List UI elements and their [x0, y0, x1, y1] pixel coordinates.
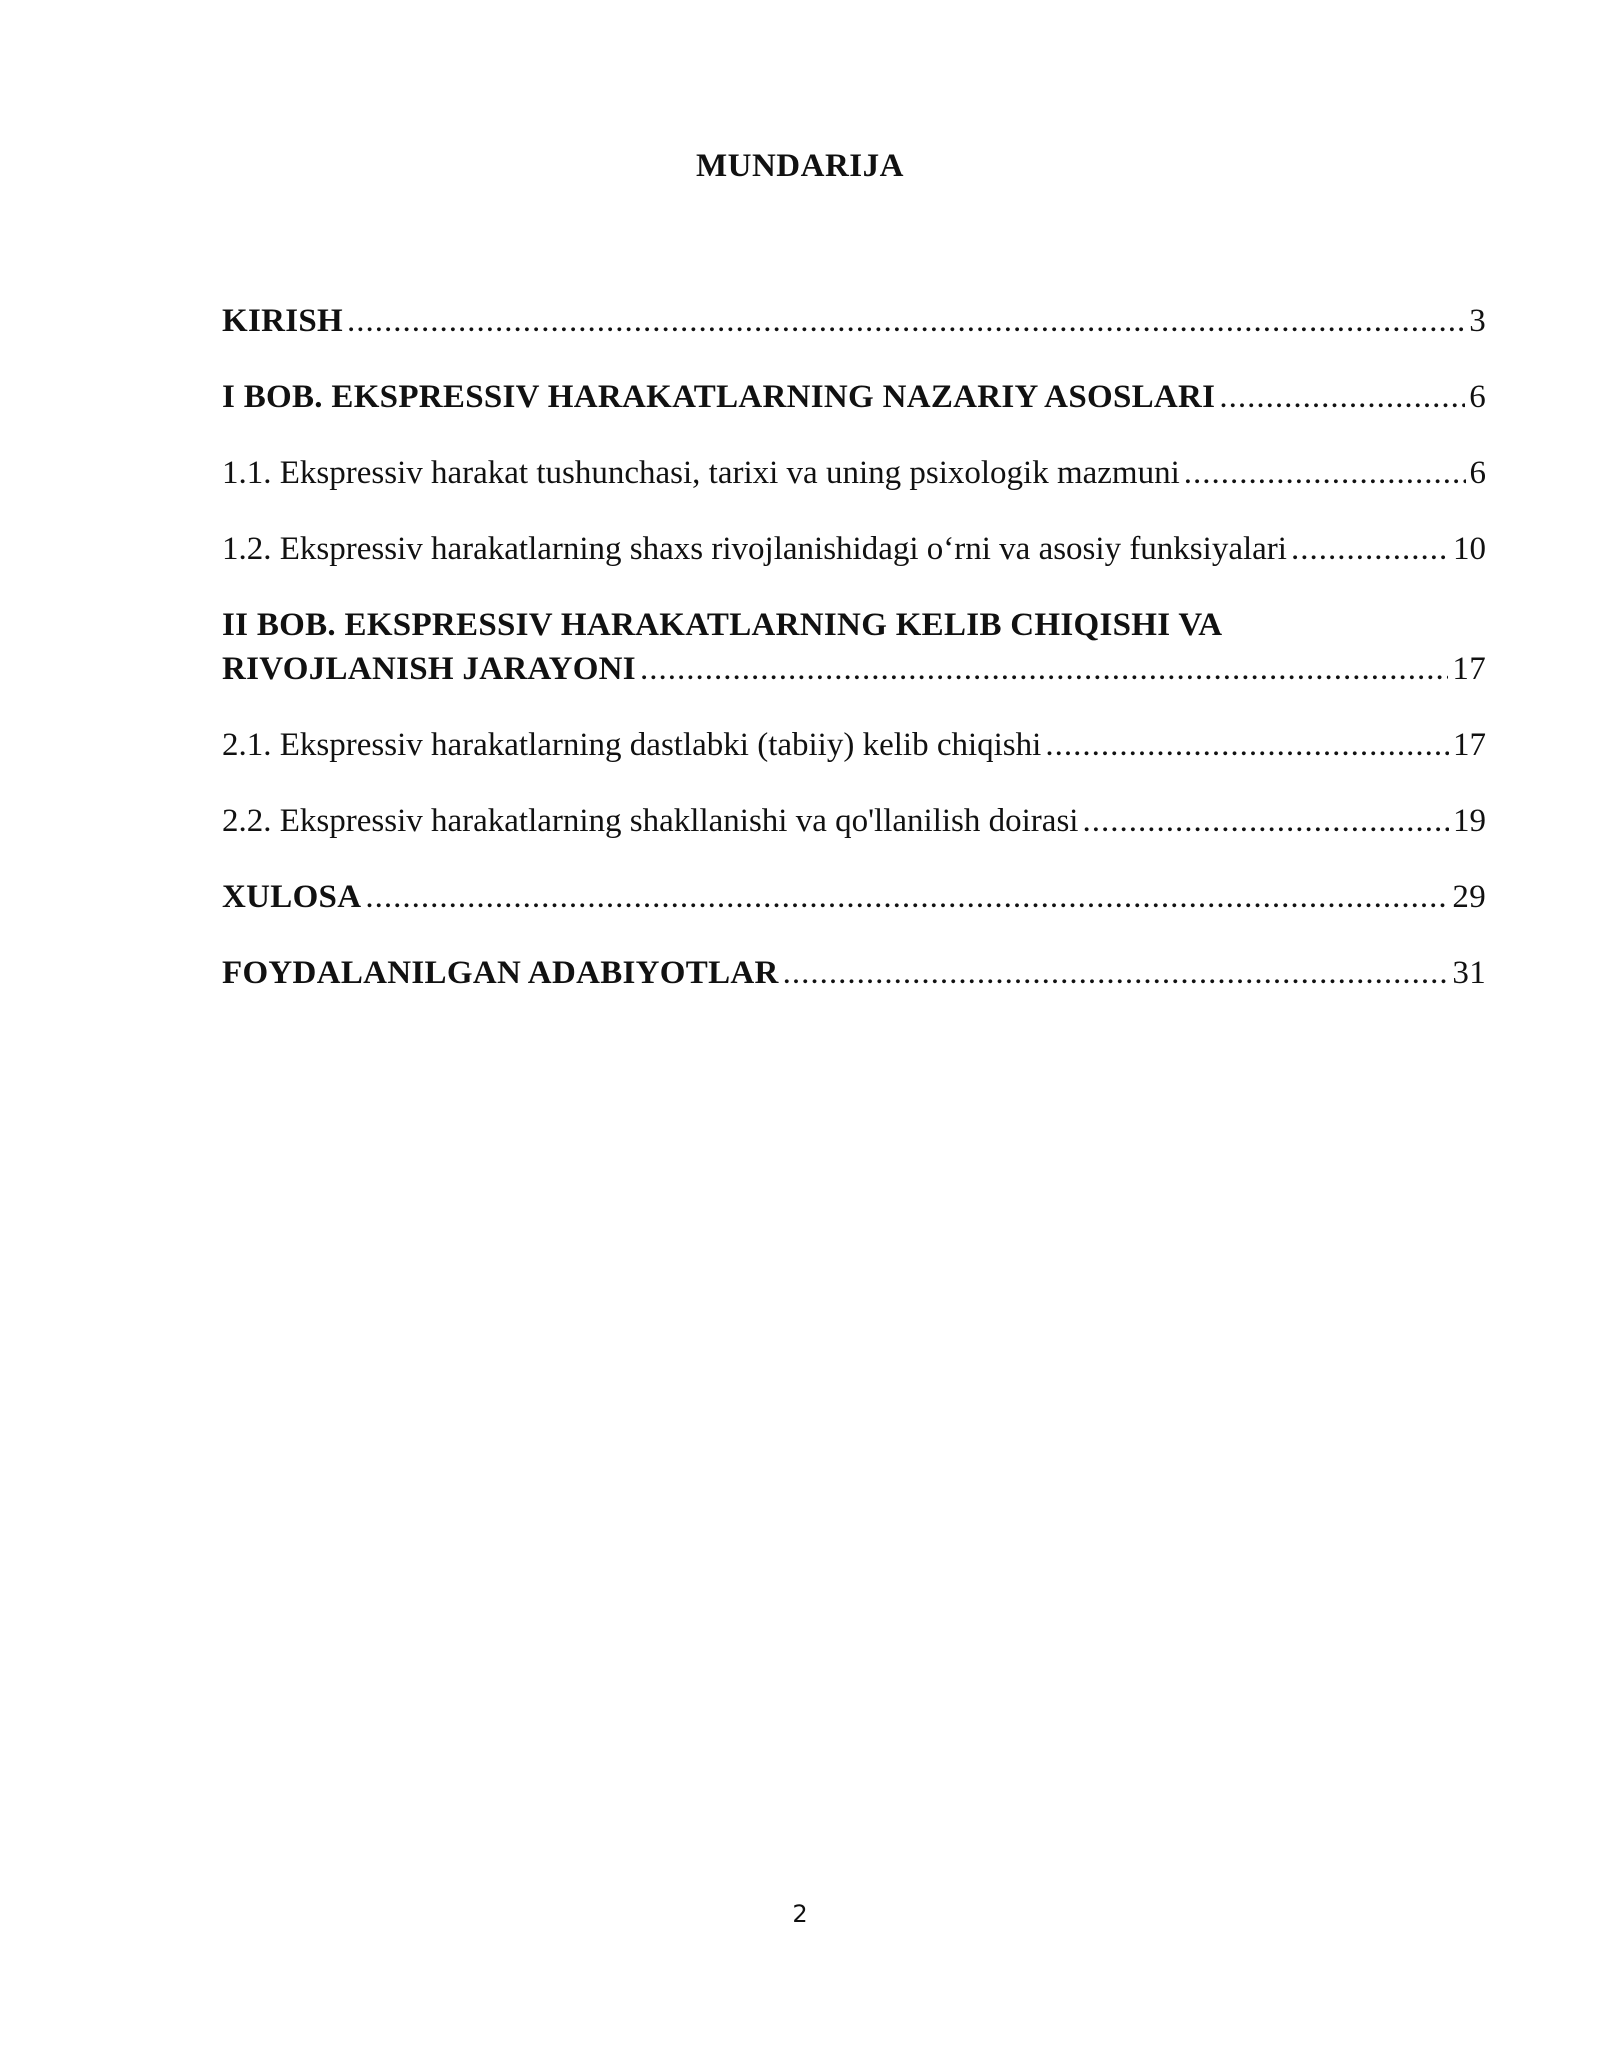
toc-leader-dots [783, 954, 1449, 992]
toc-leader-dots [365, 878, 1448, 916]
toc-page-number: 6 [1469, 455, 1486, 491]
toc-page-number: 3 [1469, 303, 1486, 339]
toc-leader-dots [1082, 802, 1449, 840]
toc-entry-title: 2.2. Ekspressiv harakatlarning shakllanishi va qo'llanilish doirasi [222, 803, 1079, 839]
toc-leader-dots [1219, 378, 1465, 416]
toc-entry-title: XULOSA [222, 879, 362, 915]
toc-entry-section-1-1[interactable] [222, 454, 1486, 492]
toc-entry-title: RIVOJLANISH JARAYONI [222, 651, 636, 687]
toc-entry-title: I BOB. EKSPRESSIV HARAKATLARNING NAZARIY ASOSLARI [222, 379, 1216, 415]
toc-entry-title-line1: II BOB. EKSPRESSIV HARAKATLARNING KELIB CHIQISHI VA [222, 607, 1223, 643]
toc-entry-section-2-1[interactable] [222, 726, 1486, 764]
toc-entry-bibliography[interactable] [222, 954, 1486, 992]
toc-entry-title: FOYDALANILGAN ADABIYOTLAR [222, 955, 779, 991]
toc-page-number: 17 [1452, 651, 1486, 687]
toc-entry-title: 2.1. Ekspressiv harakatlarning dastlabki (tabiiy) kelib chiqishi [222, 727, 1042, 763]
toc-entry-kirish[interactable] [222, 302, 1486, 340]
toc-entry-chapter-2[interactable] [222, 606, 1486, 688]
toc-entry-xulosa[interactable] [222, 878, 1486, 916]
toc-entry-section-1-2[interactable] [222, 530, 1486, 568]
toc-leader-dots [347, 302, 1465, 340]
toc-leader-dots [1291, 530, 1449, 568]
toc-page-number: 17 [1453, 727, 1486, 763]
toc-entry-section-2-2[interactable] [222, 802, 1486, 840]
toc-page-number: 10 [1453, 531, 1486, 567]
toc-leader-dots [640, 650, 1448, 688]
toc-entry-chapter-1[interactable] [222, 378, 1486, 416]
toc-page-number: 6 [1469, 379, 1486, 415]
toc-entry-title: KIRISH [222, 303, 344, 339]
toc-leader-dots [1045, 726, 1449, 764]
toc-page-number: 31 [1452, 955, 1486, 991]
toc-entry-title: 1.1. Ekspressiv harakat tushunchasi, tarixi va uning psixologik mazmuni [222, 455, 1180, 491]
toc-leader-dots [1184, 454, 1466, 492]
toc-page-number: 19 [1453, 803, 1486, 839]
toc-page-number: 29 [1452, 879, 1486, 915]
toc-entry-title: 1.2. Ekspressiv harakatlarning shaxs rivojlanishidagi o‘rni va asosiy funksiyalari [222, 531, 1287, 567]
page-title: MUNDARIJA [696, 148, 904, 184]
page-number: 2 [792, 1900, 808, 1928]
